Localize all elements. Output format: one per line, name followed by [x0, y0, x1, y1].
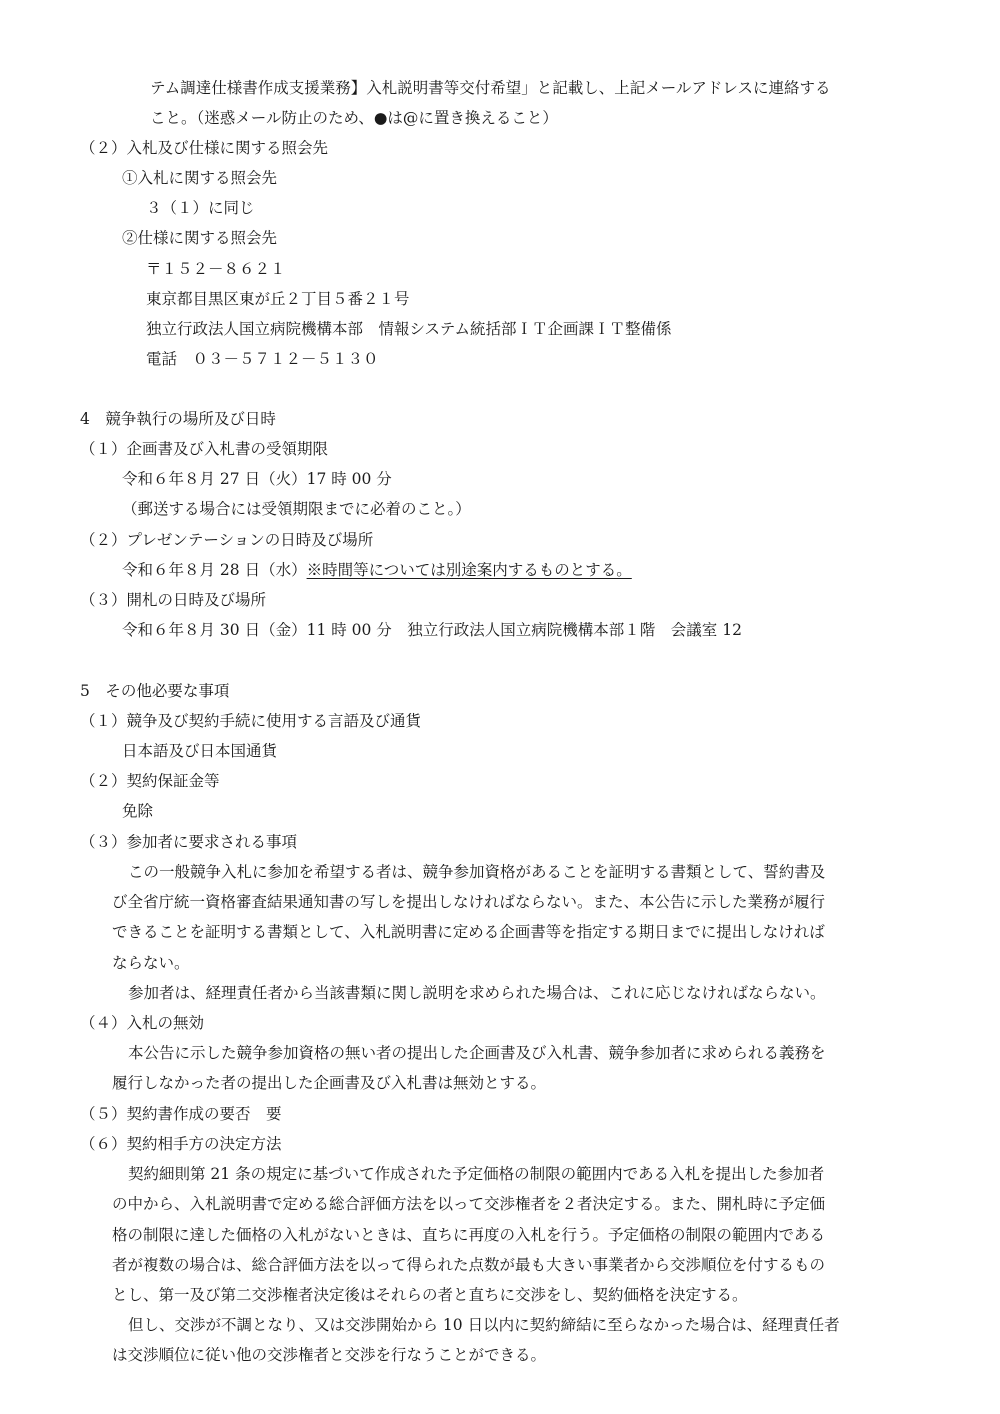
decision-line-5: とし、第一及び第二交渉権者決定後はそれらの者と直ちに交渉をし、契約価格を決定する。	[112, 1286, 748, 1304]
requirements-line-2: び全省庁統一資格審査結果通知書の写しを提出しなければならない。また、本公告に示した業務が履行	[112, 893, 826, 911]
section-4-3-heading: （３）開札の日時及び場所	[80, 591, 267, 609]
decision-line-4: 者が複数の場合は、総合評価方法を以って得られた点数が最も大きい事業者から交渉順位を付するもの	[112, 1256, 826, 1274]
section-5-2-heading: （２）契約保証金等	[80, 772, 220, 790]
inquiry-bid-heading: ①入札に関する照会先	[122, 169, 278, 187]
presentation-note: ※時間等については別途案内するものとする。	[306, 561, 632, 579]
section-5-1-heading: （１）競争及び契約手続に使用する言語及び通貨	[80, 712, 422, 730]
requirements-line-4: ならない。	[112, 954, 190, 972]
address: 東京都目黒区東が丘２丁目５番２１号	[146, 290, 410, 308]
section-5-4-heading: （４）入札の無効	[80, 1014, 205, 1032]
inquiry-bid-body: ３（１）に同じ	[146, 199, 255, 217]
organization: 独立行政法人国立病院機構本部 情報システム統括部ＩＴ企画課ＩＴ整備係	[146, 320, 672, 338]
inquiry-spec-heading: ②仕様に関する照会先	[122, 229, 278, 247]
deposit-body: 免除	[122, 802, 154, 820]
requirements-line-1: この一般競争入札に参加を希望する者は、競争参加資格があることを証明する書類として、誓約書及	[128, 863, 826, 881]
invalid-line-1: 本公告に示した競争参加資格の無い者の提出した企画書及び入札書、競争参加者に求められる義務を	[128, 1044, 826, 1062]
invalid-line-2: 履行しなかった者の提出した企画書及び入札書は無効とする。	[112, 1074, 547, 1092]
requirements-line-5: 参加者は、経理責任者から当該書類に関し説明を求められた場合は、これに応じなければならない。	[128, 984, 826, 1002]
presentation-date: 令和６年８月 28 日（水）	[122, 561, 307, 579]
section-5-heading: 5 その他必要な事項	[80, 682, 230, 700]
intro-line-2: こと。（迷惑メール防止のため、●は@に置き換えること）	[150, 109, 558, 127]
section-4-1-heading: （１）企画書及び入札書の受領期限	[80, 440, 329, 458]
requirements-line-3: できることを証明する書類として、入札説明書に定める企画書等を指定する期日までに提出しなければ	[112, 923, 825, 941]
decision-line-2: の中から、入札説明書で定める総合評価方法を以って交渉権者を２者決定する。また、開札時に予定価	[112, 1195, 826, 1213]
intro-line-1: テム調達仕様書作成支援業務】入札説明書等交付希望」と記載し、上記メールアドレスに連絡する	[150, 79, 831, 97]
decision-line-1: 契約細則第 21 条の規定に基づいて作成された予定価格の制限の範囲内である入札を提出した参加者	[128, 1165, 825, 1183]
opening-date-place: 令和６年８月 30 日（金）11 時 00 分 独立行政法人国立病院機構本部１階 会議室 12	[122, 621, 742, 639]
language-currency: 日本語及び日本国通貨	[122, 742, 278, 760]
section-4-2-heading: （２）プレゼンテーションの日時及び場所	[80, 531, 374, 549]
section-4-heading: 4 競争執行の場所及び日時	[80, 410, 276, 428]
decision-line-7: は交渉順位に従い他の交渉権者と交渉を行なうことができる。	[112, 1346, 547, 1364]
deadline-note: （郵送する場合には受領期限までに必着のこと。）	[122, 500, 471, 518]
phone: 電話 ０３－５７１２－５１３０	[146, 350, 379, 368]
deadline-date: 令和６年８月 27 日（火）17 時 00 分	[122, 470, 392, 488]
section-5-6-heading: （６）契約相手方の決定方法	[80, 1135, 282, 1153]
decision-line-6: 但し、交渉が不調となり、又は交渉開始から 10 日以内に契約締結に至らなかった場合は、経理責任者	[128, 1316, 840, 1334]
section-3-2-heading: （２）入札及び仕様に関する照会先	[80, 139, 329, 157]
section-5-5-heading: （５）契約書作成の要否 要	[80, 1105, 282, 1123]
section-5-3-heading: （３）参加者に要求される事項	[80, 833, 298, 851]
decision-line-3: 格の制限に達した価格の入札がないときは、直ちに再度の入札を行う。予定価格の制限の範囲内である	[112, 1226, 826, 1244]
presentation-line	[122, 560, 632, 580]
postal-code: 〒１５２－８６２１	[146, 260, 286, 278]
